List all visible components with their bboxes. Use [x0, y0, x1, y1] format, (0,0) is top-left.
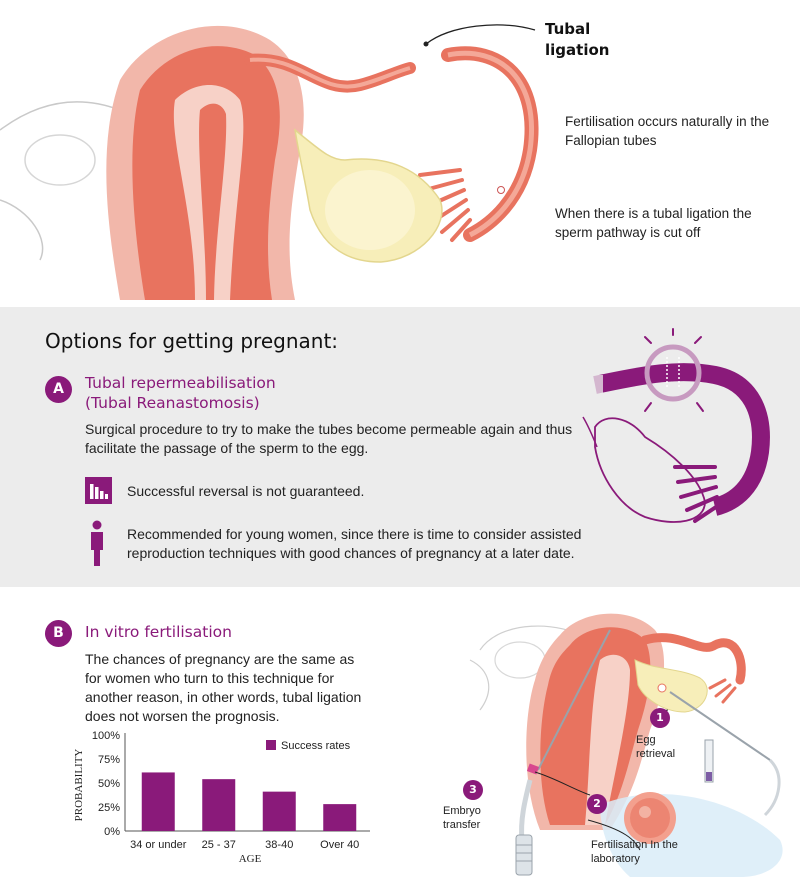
- tubal-ligation-callout: [545, 19, 635, 61]
- bar: [142, 772, 175, 831]
- y-tick-label: 0%: [104, 826, 120, 838]
- ivf-procedure-illustration: [440, 600, 800, 877]
- y-tick-label: 100%: [91, 730, 120, 742]
- tube-reconnection-illustration: [575, 327, 800, 537]
- x-tick-label: Over 40: [320, 839, 360, 851]
- success-rates-chart: [70, 725, 380, 875]
- callout-title-line-1: Tubal: [545, 20, 591, 38]
- y-axis-label: PROBABILITY: [73, 748, 85, 822]
- x-tick-label: 38-40: [265, 839, 294, 851]
- step-3-badge: 3: [463, 780, 483, 800]
- woman-icon: [88, 520, 106, 566]
- x-tick-label: 25 - 37: [201, 839, 236, 851]
- y-tick-label: 25%: [97, 802, 120, 814]
- x-tick-label: 34 or under: [130, 839, 187, 851]
- fertilisation-note: Fertilisation occurs naturally in the Fallopian tubes: [565, 114, 770, 148]
- bar: [323, 804, 356, 831]
- step-2-label: Fertilisation In the laboratory: [591, 839, 678, 865]
- options-section: [0, 307, 800, 587]
- bar-chart-icon: [85, 477, 112, 504]
- option-a-title: [85, 373, 385, 413]
- legend-label: Success rates: [281, 740, 351, 752]
- y-tick-label: 75%: [97, 754, 120, 766]
- legend-swatch: [266, 740, 276, 750]
- option-b-description: The chances of pregnancy are the same as for women who turn to this technique for another reason, in other words, tubal ligation does not worsen the prognosis.: [85, 651, 362, 724]
- option-a-badge: A: [45, 376, 72, 403]
- option-a-point-1: Successful reversal is not guaranteed.: [127, 483, 365, 499]
- ligation-note: When there is a tubal ligation the sperm pathway is cut off: [555, 206, 752, 240]
- option-a-description: Surgical procedure to try to make the tubes become permeable again and thus facilitate the passage of the sperm to the egg.: [85, 421, 573, 456]
- option-a-point-2: Recommended for young women, since there is time to consider assisted reproduction techniques with good chances of pregnancy at a later date.: [127, 526, 582, 561]
- x-axis-label: AGE: [238, 853, 262, 865]
- bar: [202, 779, 235, 831]
- option-b-title: In vitro fertilisation: [85, 623, 232, 641]
- step-2-badge: 2: [587, 794, 607, 814]
- option-a-title-line-2: (Tubal Reanastomosis): [85, 394, 260, 412]
- step-1-badge: 1: [650, 708, 670, 728]
- step-3-label: Embryo transfer: [443, 805, 481, 831]
- callout-title-line-2: ligation: [545, 41, 610, 59]
- step-1-label: Egg retrieval: [636, 734, 676, 760]
- option-a-title-line-1: Tubal repermeabilisation: [85, 374, 276, 392]
- uterus-tubal-ligation-illustration: [0, 0, 800, 307]
- option-b-badge: B: [45, 620, 72, 647]
- y-tick-label: 50%: [97, 778, 120, 790]
- bar: [263, 792, 296, 831]
- options-title: Options for getting pregnant:: [45, 329, 339, 353]
